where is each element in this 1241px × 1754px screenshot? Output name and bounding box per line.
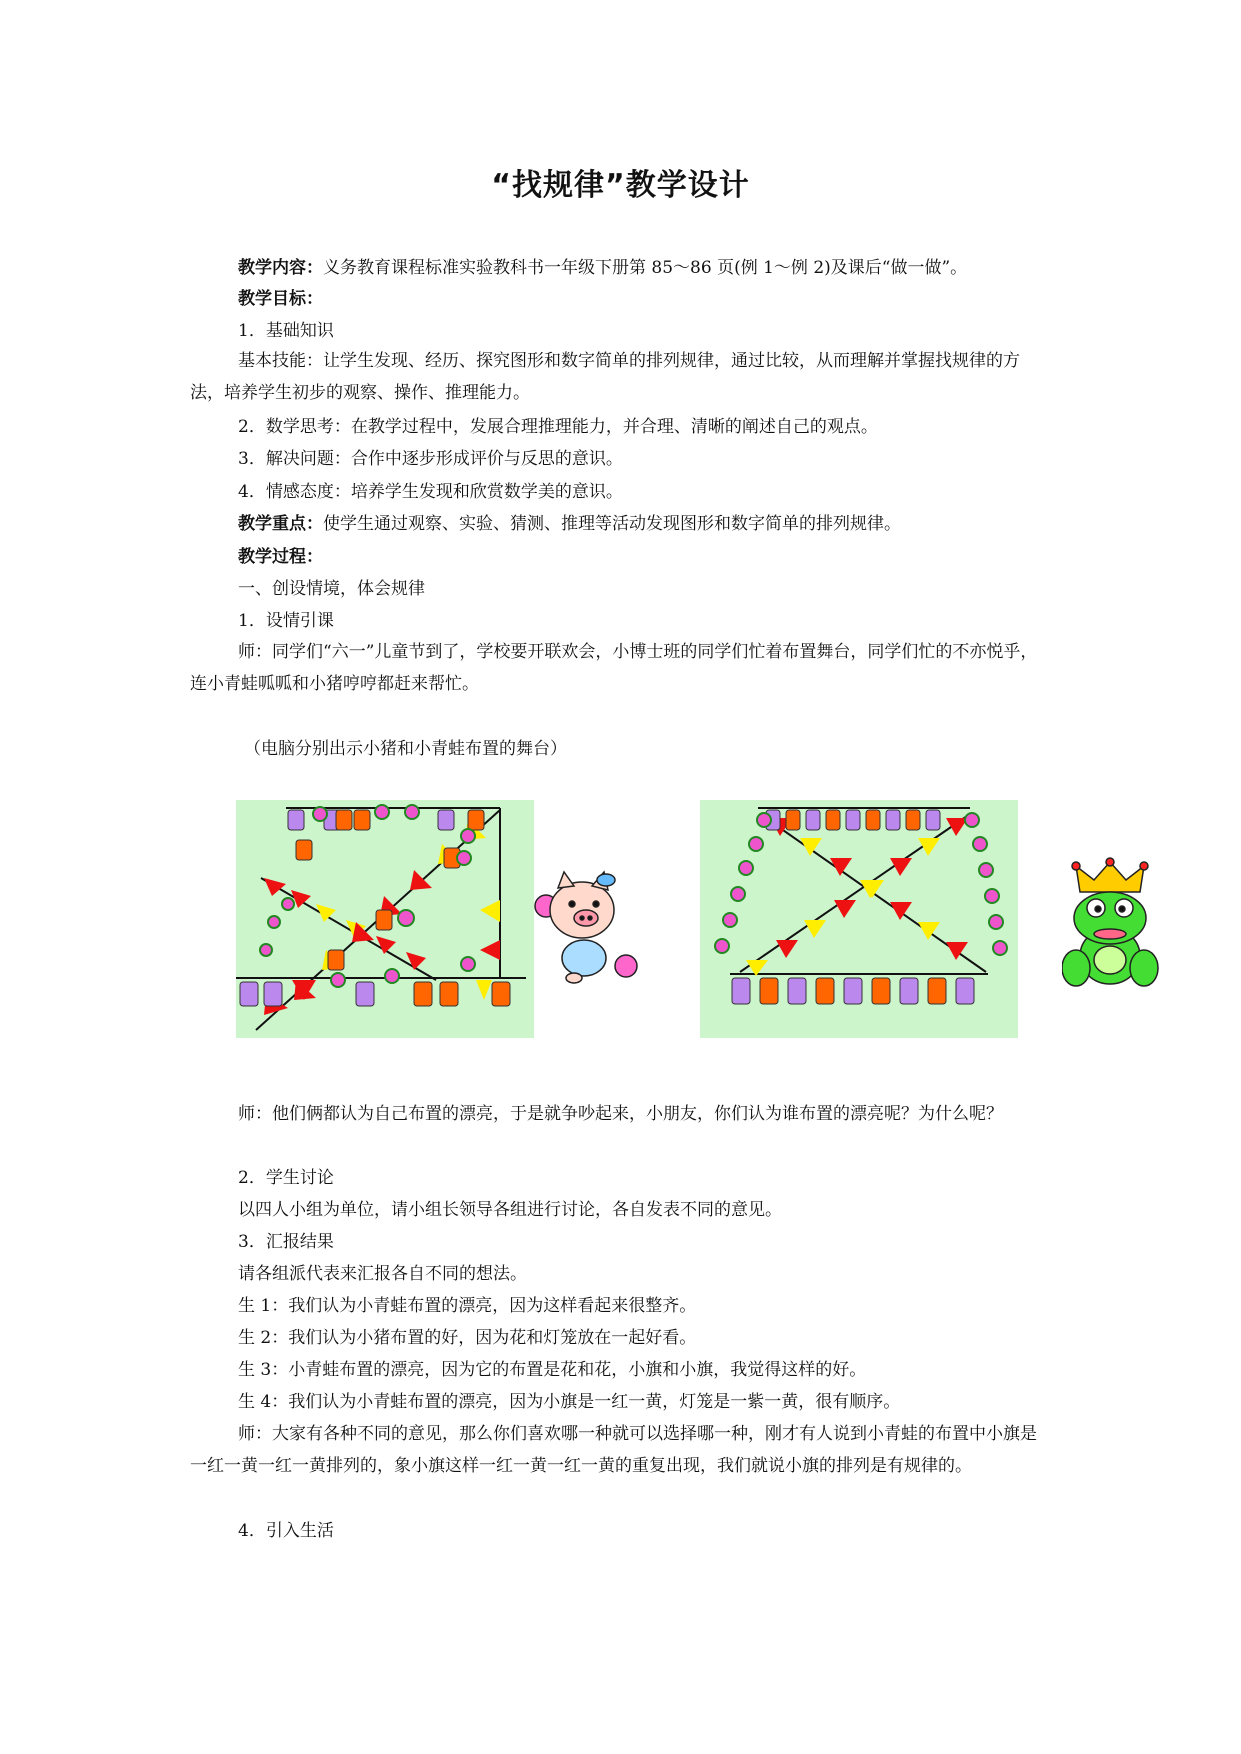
- frog-character-image: [1062, 856, 1160, 992]
- image-caption: （电脑分别出示小猪和小青蛙布置的舞台）: [244, 739, 567, 759]
- student-2-answer: 生 2：我们认为小猪布置的好，因为花和灯笼放在一起好看。: [238, 1328, 697, 1348]
- teaching-process-label: 教学过程：: [238, 547, 323, 567]
- section-2-heading: 2．学生讨论: [238, 1168, 334, 1188]
- goal-4: 4．情感态度：培养学生发现和欣赏数学美的意识。: [238, 482, 623, 502]
- teaching-focus-line: [190, 513, 1108, 535]
- pig-character-image: [534, 866, 642, 986]
- section-4-heading: 4．引入生活: [238, 1521, 334, 1541]
- student-3-answer: 生 3：小青蛙布置的漂亮，因为它的布置是花和花，小旗和小旗，我觉得这样的好。: [238, 1360, 867, 1380]
- teacher-question-paragraph: 师：他们俩都认为自己布置的漂亮，于是就争吵起来，小朋友，你们认为谁布置的漂亮呢？为什么呢？: [238, 1104, 1003, 1124]
- teaching-content-line: [190, 257, 1108, 279]
- section-3-text: 请各组派代表来汇报各自不同的想法。: [238, 1264, 527, 1284]
- student-1-answer: 生 1：我们认为小青蛙布置的漂亮，因为这样看起来很整齐。: [238, 1296, 697, 1316]
- teacher-intro-paragraph: 师：同学们“六一”儿童节到了，学校要开联欢会，小博士班的同学们忙着布置舞台，同学们忙的不亦悦乎，连小青蛙呱呱和小猪哼哼都赶来帮忙。: [190, 642, 1038, 694]
- goal-1-heading: 1．基础知识: [238, 321, 334, 341]
- frog-stage-image: [700, 800, 1018, 1038]
- teaching-focus-text: 使学生通过观察、实验、猜测、推理等活动发现图形和数字简单的排列规律。: [323, 514, 901, 534]
- teacher-summary-paragraph: 师：大家有各种不同的意见，那么你们喜欢哪一种就可以选择哪一种，刚才有人说到小青蛙的布置中小旗是一红一黄一红一黄排列的，象小旗这样一红一黄一红一黄的重复出现，我们就说小旗的排列是有规律的。: [190, 1424, 1037, 1476]
- goal-2: 2．数学思考：在教学过程中，发展合理推理能力，并合理、清晰的阐述自己的观点。: [238, 417, 878, 437]
- goal-1-text: 基本技能：让学生发现、经历、探究图形和数字简单的排列规律，通过比较，从而理解并掌握找规律的方法，培养学生初步的观察、操作、推理能力。: [190, 351, 1020, 403]
- pig-stage-image: [236, 800, 534, 1038]
- section-1-heading: 一、创设情境，体会规律: [238, 579, 425, 599]
- teaching-content-text: 义务教育课程标准实验教科书一年级下册第 85～86 页(例 1～例 2)及课后“做一做”。: [323, 258, 968, 278]
- teaching-content-label: 教学内容：: [238, 258, 323, 278]
- goal-3: 3．解决问题：合作中逐步形成评价与反思的意识。: [238, 449, 623, 469]
- section-1-1-heading: 1．设情引课: [238, 611, 334, 631]
- teaching-goals-label: 教学目标：: [238, 289, 323, 309]
- section-2-text: 以四人小组为单位，请小组长领导各组进行讨论，各自发表不同的意见。: [238, 1200, 782, 1220]
- page-title: “找规律”教学设计: [491, 168, 750, 203]
- section-3-heading: 3．汇报结果: [238, 1232, 334, 1252]
- teaching-focus-label: 教学重点：: [238, 514, 323, 534]
- student-4-answer: 生 4：我们认为小青蛙布置的漂亮，因为小旗是一红一黄，灯笼是一紫一黄，很有顺序。: [238, 1392, 901, 1412]
